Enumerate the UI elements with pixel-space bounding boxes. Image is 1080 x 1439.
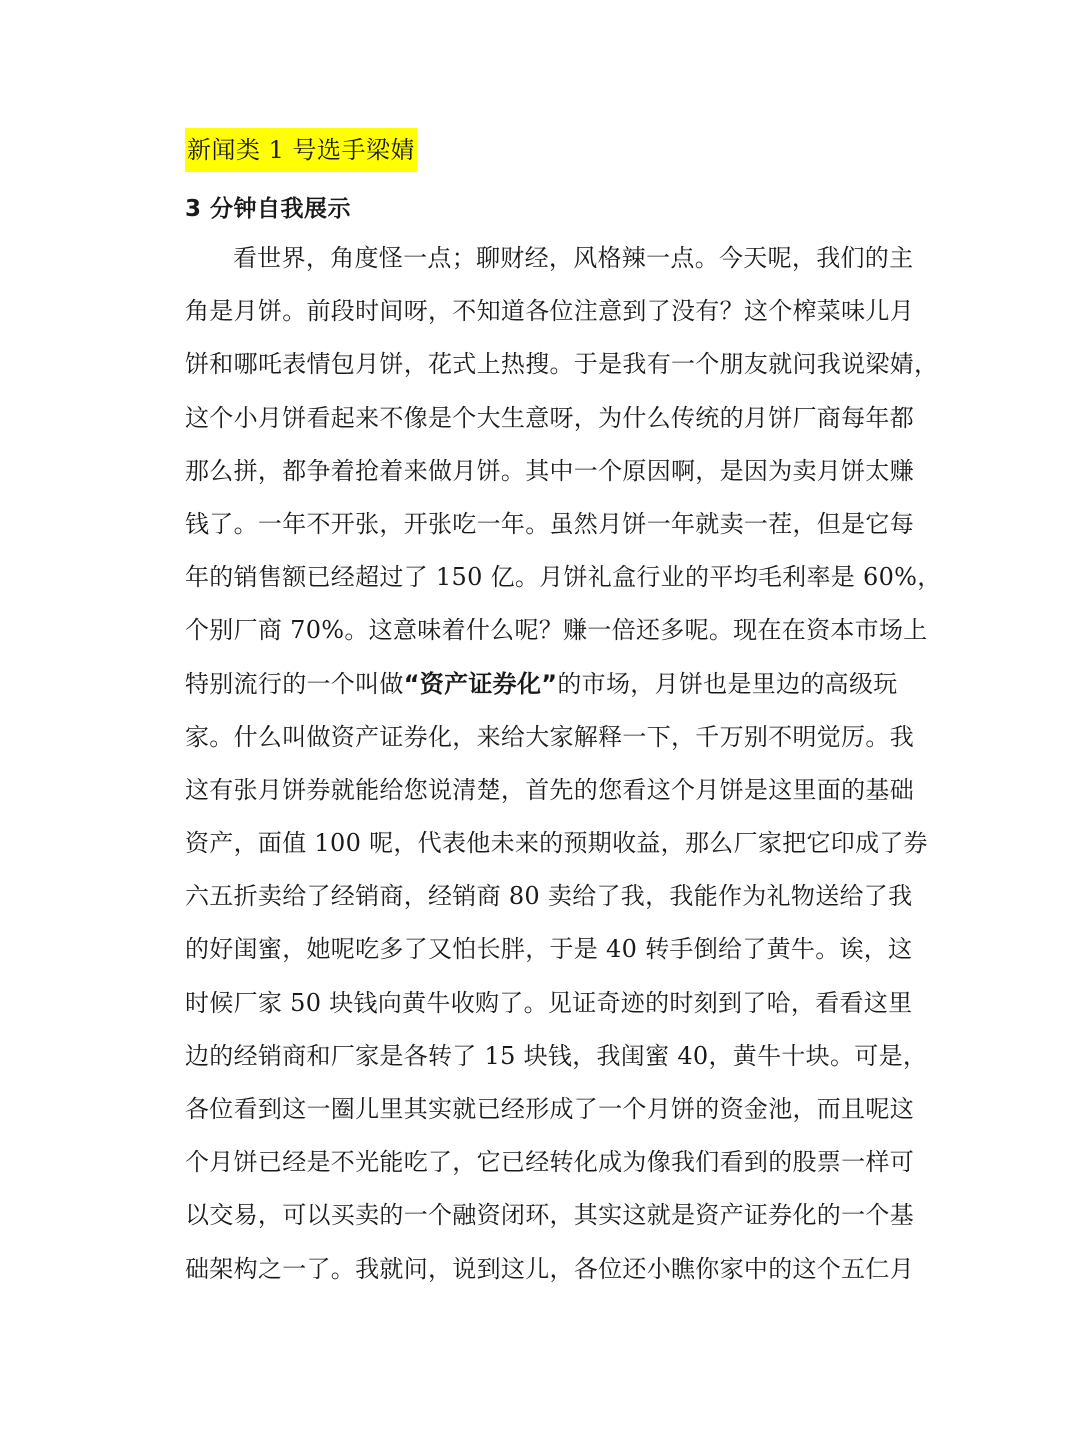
text-segment: 的市场，月饼也是里边的高级玩 bbox=[557, 669, 898, 698]
document-page bbox=[185, 120, 942, 1296]
text-segment: 特别流行的一个叫做 bbox=[185, 669, 404, 698]
text-line: 年的销售额已经超过了 150 亿。月饼礼盒行业的平均毛利率是 60%， bbox=[185, 563, 942, 592]
text-line: 的好闺蜜，她呢吃多了又怕长胖，于是 40 转手倒给了黄牛。诶，这 bbox=[185, 935, 913, 964]
body-text bbox=[185, 232, 942, 1296]
text-line: 时候厂家 50 块钱向黄牛收购了。见证奇迹的时刻到了哈，看看这里 bbox=[185, 988, 913, 1017]
text-line: 础架构之一了。我就问，说到这儿，各位还小瞧你家中的这个五仁月 bbox=[185, 1254, 914, 1283]
text-line: 资产，面值 100 呢，代表他未来的预期收益，那么厂家把它印成了券 bbox=[185, 829, 928, 858]
text-line: 各位看到这一圈儿里其实就已经形成了一个月饼的资金池，而且呢这 bbox=[185, 1095, 914, 1123]
section-subtitle: 3 分钟自我展示 bbox=[185, 196, 352, 222]
bold-term: “资产证券化” bbox=[403, 669, 558, 698]
text-line: 边的经销商和厂家是各转了 15 块钱，我闺蜜 40，黄牛十块。可是， bbox=[185, 1041, 928, 1070]
text-line: 钱了。一年不开张，开张吃一年。虽然月饼一年就卖一茬，但是它每 bbox=[185, 509, 914, 538]
text-line: 以交易，可以买卖的一个融资闭环，其实这就是资产证券化的一个基 bbox=[185, 1201, 914, 1230]
text-line: 角是月饼。前段时间呀，不知道各位注意到了没有？这个榨菜味儿月 bbox=[185, 297, 914, 326]
text-line: 那么拼，都争着抢着来做月饼。其中一个原因啊，是因为卖月饼太赚 bbox=[185, 456, 914, 485]
text-line: 个别厂商 70%。这意味着什么呢？赚一倍还多呢。现在在资本市场上 bbox=[185, 616, 928, 645]
text-line: 六五折卖给了经销商，经销商 80 卖给了我，我能作为礼物送给了我 bbox=[185, 882, 913, 911]
text-line-with-bold bbox=[185, 658, 897, 711]
text-line: 看世界，角度怪一点；聊财经，风格辣一点。今天呢，我们的主 bbox=[233, 244, 914, 272]
text-line: 这个小月饼看起来不像是个大生意呀，为什么传统的月饼厂商每年都 bbox=[185, 403, 914, 432]
highlighted-title: 新闻类 1 号选手梁婧 bbox=[185, 128, 417, 172]
text-line: 个月饼已经是不光能吃了，它已经转化成为像我们看到的股票一样可 bbox=[185, 1148, 914, 1177]
text-line: 这有张月饼券就能给您说清楚，首先的您看这个月饼是这里面的基础 bbox=[185, 775, 914, 804]
text-line: 饼和哪吒表情包月饼，花式上热搜。于是我有一个朋友就问我说梁婧， bbox=[185, 350, 939, 379]
text-line: 家。什么叫做资产证券化，来给大家解释一下，千万别不明觉厉。我 bbox=[185, 722, 914, 751]
